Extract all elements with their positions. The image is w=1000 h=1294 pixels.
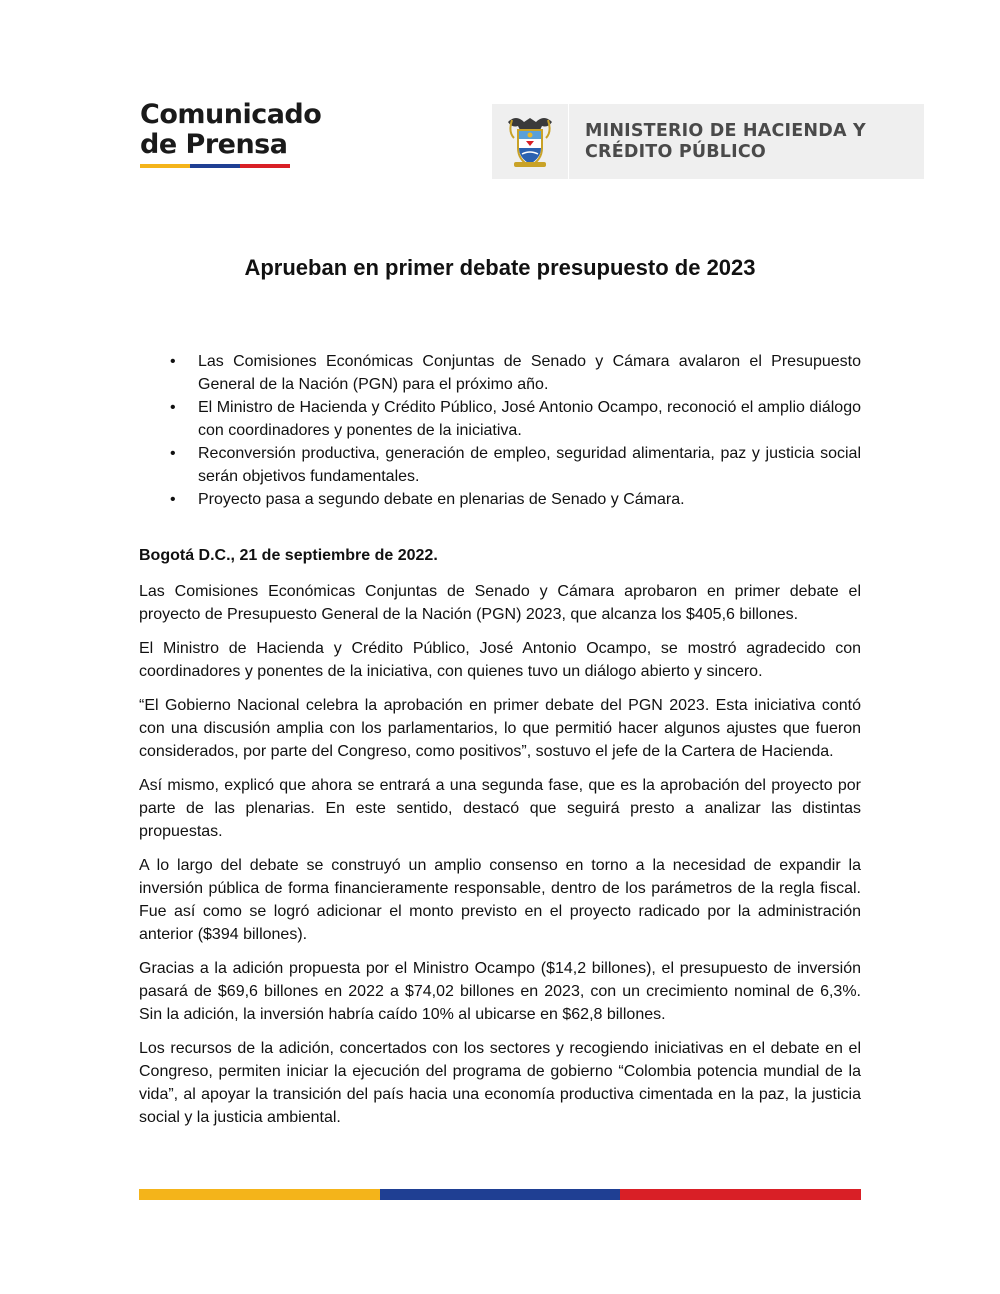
footer-bar-yellow <box>139 1189 380 1200</box>
article-body <box>139 544 861 1140</box>
page-title: Aprueban en primer debate presupuesto de 2023 <box>244 255 756 280</box>
ministry-header <box>492 104 924 179</box>
paragraph: Las Comisiones Económicas Conjuntas de Senado y Cámara aprobaron en primer debate el proyecto de Presupuesto General de la Nación (PGN) 2023, que alcanza los $405,6 billones. <box>139 583 861 623</box>
ministry-name-line-1: MINISTERIO DE HACIENDA Y <box>585 120 866 141</box>
dateline: Bogotá D.C., 21 de septiembre de 2022. <box>139 547 438 564</box>
brand-color-bar <box>140 164 290 168</box>
footer-bar-blue <box>380 1189 621 1200</box>
paragraph: Así mismo, explicó que ahora se entrará a una segunda fase, que es la aprobación del proyecto por parte de las plenarias. En este sentido, destacó que seguirá presto a analizar las distintas propuestas. <box>139 777 861 840</box>
coat-of-arms-icon <box>492 104 568 179</box>
ministry-name <box>585 121 866 163</box>
paragraph-quote: “El Gobierno Nacional celebra la aprobación en primer debate del PGN 2023. Esta iniciativa contó con una discusión amplia con los parlamentarios, lo que permitió hacer algunos ajustes que fueron considerados, por parte del Congreso, como positivos”, sostuvo el jefe de la Cartera de Hacienda. <box>139 697 861 760</box>
ministry-name-line-2: CRÉDITO PÚBLICO <box>585 141 766 162</box>
brand-bar-blue <box>190 164 240 168</box>
bullet-item: • Proyecto pasa a segundo debate en plenarias de Senado y Cámara. <box>198 488 861 511</box>
bullet-item: • El Ministro de Hacienda y Crédito Público, José Antonio Ocampo, reconoció el amplio diálogo con coordinadores y ponentes de la iniciativa. <box>198 396 861 442</box>
brand-line-2: de Prensa <box>140 129 288 160</box>
bullet-item: • Las Comisiones Económicas Conjuntas de Senado y Cámara avalaron el Presupuesto General de la Nación (PGN) para el próximo año. <box>198 350 861 396</box>
brand-bar-yellow <box>140 164 190 168</box>
brand-line-1: Comunicado <box>140 99 322 130</box>
paragraph: El Ministro de Hacienda y Crédito Público, José Antonio Ocampo, se mostró agradecido con coordinadores y ponentes de la iniciativa, con quienes tuvo un diálogo abierto y sincero. <box>139 640 861 680</box>
brand-bar-red <box>240 164 290 168</box>
paragraph: Gracias a la adición propuesta por el Ministro Ocampo ($14,2 billones), el presupuesto de inversión pasará de $69,6 billones en 2022 a $74,02 billones en 2023, con un crecimiento nominal de 6,3%. Sin la adición, la inversión habría caído 10% al ubicarse en $62,8 billones. <box>139 960 861 1023</box>
bullet-item: • Reconversión productiva, generación de empleo, seguridad alimentaria, paz y justicia social serán objetivos fundamentales. <box>198 442 861 488</box>
press-release-logo <box>140 100 321 168</box>
paragraph: A lo largo del debate se construyó un amplio consenso en torno a la necesidad de expandir la inversión pública de forma financieramente responsable, dentro de los parámetros de la regla fiscal. Fue así como se logró adicionar el monto previsto en el proyecto radicado por la administración anterior ($394 billones). <box>139 857 861 943</box>
footer-color-bar <box>139 1189 861 1200</box>
paragraph: Los recursos de la adición, concertados con los sectores y recogiendo iniciativas en el debate en el Congreso, permiten iniciar la ejecución del programa de gobierno “Colombia potencia mundial de la vida”, al apoyar la transición del país hacia una economía productiva cimentada en la paz, la justicia social y la justicia ambiental. <box>139 1040 861 1126</box>
footer-bar-red <box>620 1189 861 1200</box>
summary-bullets <box>198 350 861 511</box>
ministry-divider <box>568 104 569 179</box>
